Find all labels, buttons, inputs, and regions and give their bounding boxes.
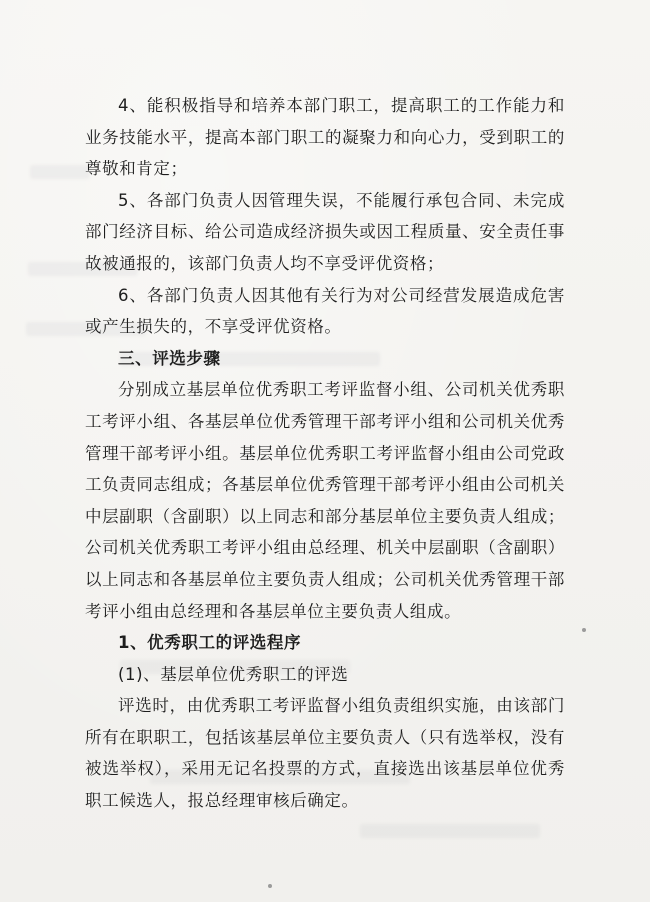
show-through-mark xyxy=(30,165,90,179)
paragraph-item-4: 4、能积极指导和培养本部门职工，提高职工的工作能力和业务技能水平，提高本部门职工的凝聚力和向心力，受到职工的尊敬和肯定； xyxy=(85,96,565,179)
paragraph-group-setup: 分别成立基层单位优秀职工考评监督小组、公司机关优秀职工考评小组、各基层单位优秀管理干部考评小组和公司机关优秀管理干部考评小组。基层单位优秀职工考评监督小组由公司党政工负责同志组成；各基层单位优秀管理干部考评小组由公司机关中层副职（含副职）以上同志和部分基层单位主要负责人组成；公司机关优秀职工考评小组由总经理、机关中层副职（含副职）以上同志和各基层单位主要负责人组成；公司机关优秀管理干部考评小组由总经理和各基层单位主要负责人组成。 xyxy=(85,380,565,621)
paragraph-evaluation-process: 评选时，由优秀职工考评监督小组负责组织实施，由该部门所有在职职工，包括该基层单位主要负责人（只有选举权，没有被选举权），采用无记名投票的方式，直接选出该基层单位优秀职工候选人，报总经理审核后确定。 xyxy=(85,696,565,811)
paragraph-item-6: 6、各部门负责人因其他有关行为对公司经营发展造成危害或产生损失的，不享受评优资格。 xyxy=(85,285,565,337)
document-body xyxy=(85,90,565,817)
section-heading-evaluation-steps: 三、评选步骤 xyxy=(118,348,221,368)
subheading-grassroots-staff-evaluation: (1)、基层单位优秀职工的评选 xyxy=(118,664,349,684)
paragraph-item-5: 5、各部门负责人因管理失误，不能履行承包合同、未完成部门经济目标、给公司造成经济损失或因工程质量、安全责任事故被通报的，该部门负责人均不享受评优资格； xyxy=(85,190,565,273)
scan-speck xyxy=(268,884,272,888)
subheading-excellent-staff-procedure: 1、优秀职工的评选程序 xyxy=(118,633,302,653)
scan-speck xyxy=(582,628,586,632)
show-through-mark xyxy=(360,824,540,838)
